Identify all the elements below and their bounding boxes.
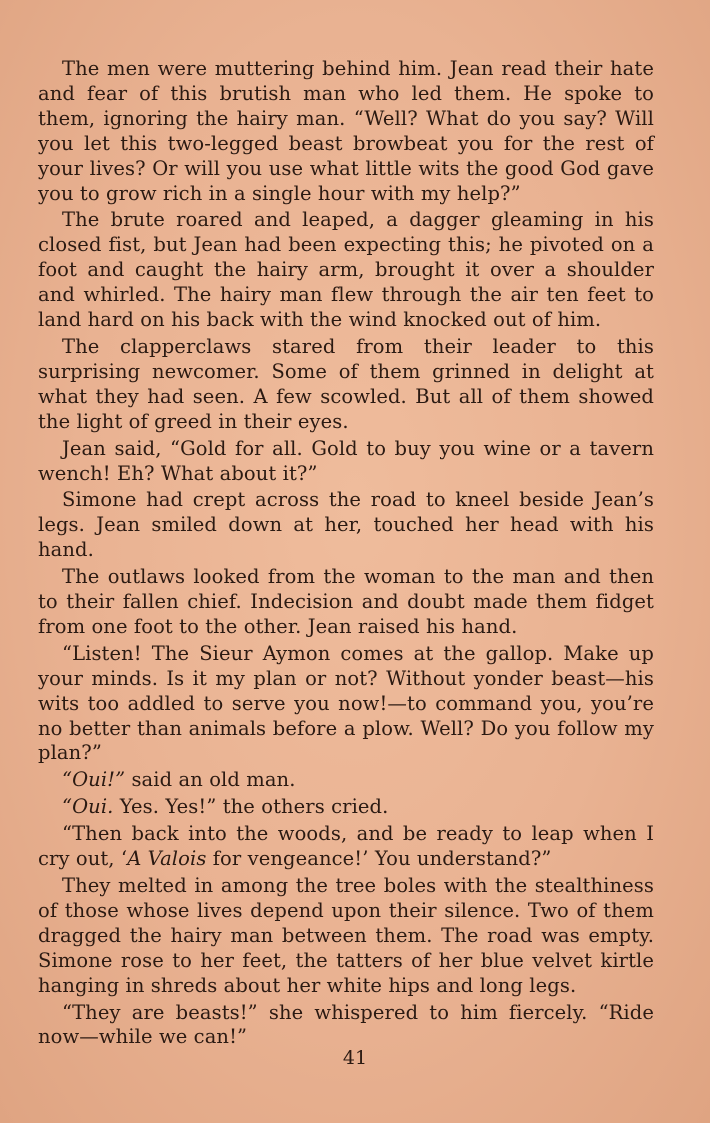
page-number: 41 [342, 1047, 368, 1069]
paragraph-text: for vengeance!’ You understand?” [206, 847, 552, 871]
paragraph [38, 795, 654, 820]
italic-text: “Oui!” [62, 768, 126, 792]
paragraph-text: Yes. Yes!” the others cried. [113, 795, 389, 819]
italic-text: A Valois [127, 847, 207, 871]
paragraph: The brute roared and leaped, a dagger gleaming in his closed fist, but Jean had been expecting this; he pivoted on a foot and caught the hairy arm, brought it over a shoulder and whirled. The hairy man flew through the air ten feet to land hard on his back with the wind knocked out of him. [38, 208, 654, 332]
paragraph: The outlaws looked from the woman to the man and then to their fallen chief. Indecision and doubt made them fidget from one foot to the other. Jean raised his hand. [38, 565, 654, 638]
paragraph: Jean said, “Gold for all. Gold to buy you wine or a tavern wench! Eh? What about it?” [38, 436, 654, 485]
paragraph: “They are beasts!” she whispered to him fiercely. “Ride now—while we can!” [38, 1000, 654, 1049]
paragraph: Simone had crept across the road to kneel beside Jean’s legs. Jean smiled down at her, touched her head with his hand. [38, 488, 654, 562]
paragraph: “Listen! The Sieur Aymon comes at the gallop. Make up your minds. Is it my plan or not? Without yonder beast—his wits too addled to serve you now!—to command you, you’re no better than animals before a plow. Well? Do you follow my plan?” [38, 641, 654, 765]
paragraph: The men were muttering behind him. Jean read their hate and fear of this brutish man who led them. He spoke to them, ignoring the hairy man. “Well? What do you say? Will you let this two-legged beast browbeat you for the rest of your lives? Or will you use what little wits the good God gave you to grow rich in a single hour with my help?” [38, 57, 654, 205]
italic-text: “Oui. [62, 795, 114, 819]
paragraph-text: said an old man. [125, 768, 296, 792]
paragraph [38, 768, 654, 793]
paragraph-text: “Then back into the woods, and be ready to leap when I cry out, ‘ [38, 822, 654, 871]
paragraph: They melted in among the tree boles with the stealthiness of those whose lives depend upon their silence. Two of them dragged the hairy man between them. The road was empty. Simone rose to her feet, the tatters of her blue velvet kirtle hanging in shreds about her white hips and long legs. [38, 874, 654, 997]
page-body [38, 57, 654, 1050]
paragraph [38, 822, 654, 872]
paragraph: The clapperclaws stared from their leader to this surprising newcomer. Some of them grinned in delight at what they had seen. A few scowled. But all of them showed the light of greed in their eyes. [38, 334, 654, 433]
